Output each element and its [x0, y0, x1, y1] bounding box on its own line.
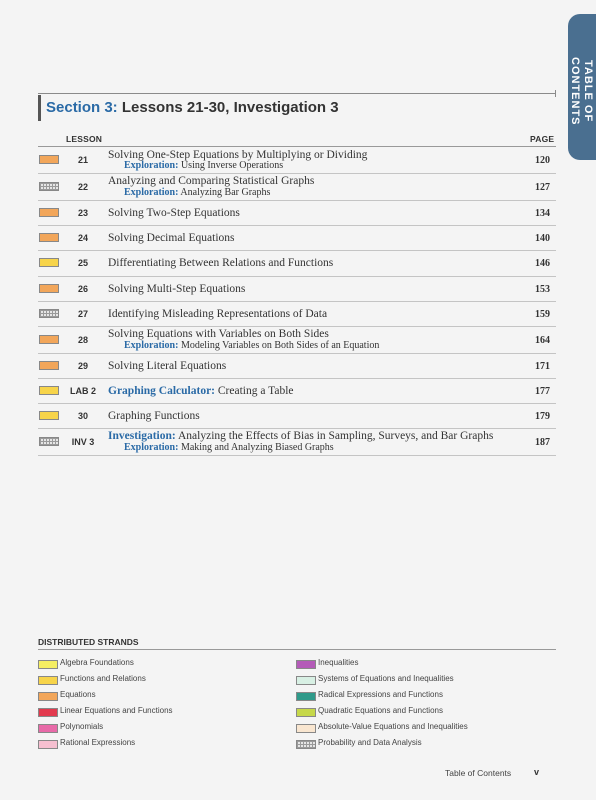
lesson-page: 177 — [535, 386, 550, 397]
section-header — [38, 93, 556, 123]
legend-swatch — [38, 708, 58, 717]
lesson-number: 27 — [77, 309, 88, 319]
legend-swatch — [296, 708, 316, 717]
lesson-number: 22 — [77, 182, 88, 192]
legend-swatch — [296, 740, 316, 749]
side-tab[interactable] — [568, 14, 596, 160]
lesson-number: 21 — [77, 155, 88, 165]
exploration-line — [124, 340, 379, 351]
lesson-title — [108, 430, 493, 442]
table-row[interactable] — [38, 276, 556, 302]
lesson-title-text: Solving Multi-Step Equations — [108, 283, 246, 295]
strand-swatch — [39, 411, 59, 420]
lesson-page: 179 — [535, 411, 550, 422]
strand-swatch — [39, 284, 59, 293]
legend-swatch — [296, 676, 316, 685]
table-row[interactable] — [38, 250, 556, 277]
table-row[interactable] — [38, 403, 556, 429]
exploration-text: Using Inverse Operations — [180, 160, 284, 171]
table-row[interactable] — [38, 353, 556, 379]
lesson-title — [108, 308, 327, 320]
legend-label: Functions and Relations — [60, 674, 146, 683]
legend-swatch — [296, 724, 316, 733]
lesson-page: 134 — [535, 208, 550, 219]
lesson-title — [108, 283, 245, 295]
table-row[interactable] — [38, 301, 556, 327]
column-header-lesson: LESSON — [66, 134, 103, 144]
legend-label: Radical Expressions and Functions — [318, 690, 443, 699]
lesson-page: 127 — [535, 182, 550, 193]
exploration-line — [124, 187, 270, 198]
lesson-title-text: Solving Decimal Equations — [108, 232, 235, 244]
lesson-number: 26 — [77, 284, 88, 294]
footer-title: Table of Contents — [445, 768, 512, 778]
lesson-title — [108, 207, 240, 219]
legend-label: Absolute-Value Equations and Inequalities — [318, 722, 468, 731]
page-number: v — [534, 767, 540, 777]
lesson-number: 23 — [77, 208, 88, 218]
section-number: Section 3: — [46, 99, 118, 116]
lesson-number: 24 — [77, 233, 88, 243]
side-tab-label: TABLE OF CONTENTS — [569, 56, 594, 126]
exploration-line — [124, 442, 334, 453]
strand-swatch — [39, 233, 59, 242]
exploration-label: Exploration: — [124, 340, 179, 351]
exploration-line — [124, 160, 283, 171]
strand-swatch — [39, 361, 59, 370]
section-bar — [38, 95, 41, 121]
legend-swatch — [296, 660, 316, 669]
lesson-number: INV 3 — [71, 437, 95, 447]
exploration-text: Making and Analyzing Biased Graphs — [180, 442, 334, 453]
lesson-page: 159 — [535, 309, 550, 320]
strand-swatch — [39, 155, 59, 164]
lesson-title — [108, 328, 329, 340]
lesson-title-text: Analyzing the Effects of Bias in Sampling, Surveys, and Bar Graphs — [177, 430, 494, 442]
strand-swatch — [39, 309, 59, 318]
table-row[interactable] — [38, 147, 556, 174]
strand-swatch — [39, 208, 59, 217]
lesson-title-text: Solving Two-Step Equations — [108, 207, 240, 219]
lesson-number: 25 — [77, 258, 88, 268]
lesson-title-text: Graphing Functions — [108, 410, 200, 422]
legend-label: Inequalities — [318, 658, 359, 667]
lesson-title-text: Creating a Table — [217, 385, 294, 397]
strand-swatch — [39, 437, 59, 446]
lesson-title-label: Investigation: — [108, 430, 176, 442]
section-rule-end — [555, 90, 556, 97]
exploration-label: Exploration: — [124, 442, 179, 453]
lesson-page: 187 — [535, 437, 550, 448]
table-row[interactable] — [38, 225, 556, 251]
lesson-page: 146 — [535, 258, 550, 269]
legend-swatch — [38, 692, 58, 701]
exploration-text: Modeling Variables on Both Sides of an Equation — [180, 340, 380, 351]
table-row[interactable] — [38, 326, 556, 354]
lesson-title — [108, 385, 294, 397]
strand-swatch — [39, 258, 59, 267]
legend-label: Polynomials — [60, 722, 104, 731]
column-header-page: PAGE — [530, 134, 555, 144]
lesson-title-text: Solving One-Step Equations by Multiplying or Dividing — [108, 149, 368, 161]
lesson-number: LAB 2 — [69, 386, 96, 396]
lesson-title-text: Differentiating Between Relations and Functions — [108, 257, 334, 269]
lesson-title — [108, 257, 333, 269]
lesson-page: 153 — [535, 284, 550, 295]
strands-rule — [38, 649, 556, 650]
legend-swatch — [38, 724, 58, 733]
lesson-page: 164 — [535, 335, 550, 346]
lesson-number: 29 — [77, 361, 88, 371]
lesson-title-label: Graphing Calculator: — [108, 385, 216, 397]
table-row[interactable] — [38, 378, 556, 404]
lesson-page: 140 — [535, 233, 550, 244]
table-row[interactable] — [38, 428, 556, 456]
lesson-title — [108, 175, 314, 187]
section-description: Lessons 21-30, Investigation 3 — [121, 99, 339, 116]
lesson-number: 30 — [77, 411, 88, 421]
lesson-title — [108, 410, 200, 422]
lesson-title — [108, 360, 226, 372]
legend-label: Quadratic Equations and Functions — [318, 706, 443, 715]
table-row[interactable] — [38, 200, 556, 226]
legend-swatch — [38, 740, 58, 749]
exploration-label: Exploration: — [124, 187, 179, 198]
lesson-title-text: Identifying Misleading Representations of Data — [108, 308, 328, 320]
legend-label: Equations — [60, 690, 96, 699]
lesson-title — [108, 232, 234, 244]
legend-label: Rational Expressions — [60, 738, 136, 747]
legend-swatch — [296, 692, 316, 701]
lesson-title-text: Solving Literal Equations — [108, 360, 227, 372]
section-rule — [38, 93, 556, 94]
legend-label: Probability and Data Analysis — [318, 738, 422, 747]
legend-swatch — [38, 676, 58, 685]
lesson-title-text: Solving Equations with Variables on Both Sides — [108, 328, 329, 340]
lesson-page: 171 — [535, 361, 550, 372]
exploration-label: Exploration: — [124, 160, 179, 171]
exploration-text: Analyzing Bar Graphs — [180, 187, 271, 198]
strand-swatch — [39, 335, 59, 344]
strand-swatch — [39, 386, 59, 395]
lesson-page: 120 — [535, 155, 550, 166]
table-row[interactable] — [38, 173, 556, 201]
legend-label: Linear Equations and Functions — [60, 706, 173, 715]
strand-swatch — [39, 182, 59, 191]
section-title — [46, 99, 339, 116]
legend-label: Systems of Equations and Inequalities — [318, 674, 454, 683]
legend-label: Algebra Foundations — [60, 658, 134, 667]
strands-title: DISTRIBUTED STRANDS — [38, 637, 139, 647]
legend-swatch — [38, 660, 58, 669]
lesson-number: 28 — [77, 335, 88, 345]
lesson-title-text: Analyzing and Comparing Statistical Graphs — [108, 175, 315, 187]
